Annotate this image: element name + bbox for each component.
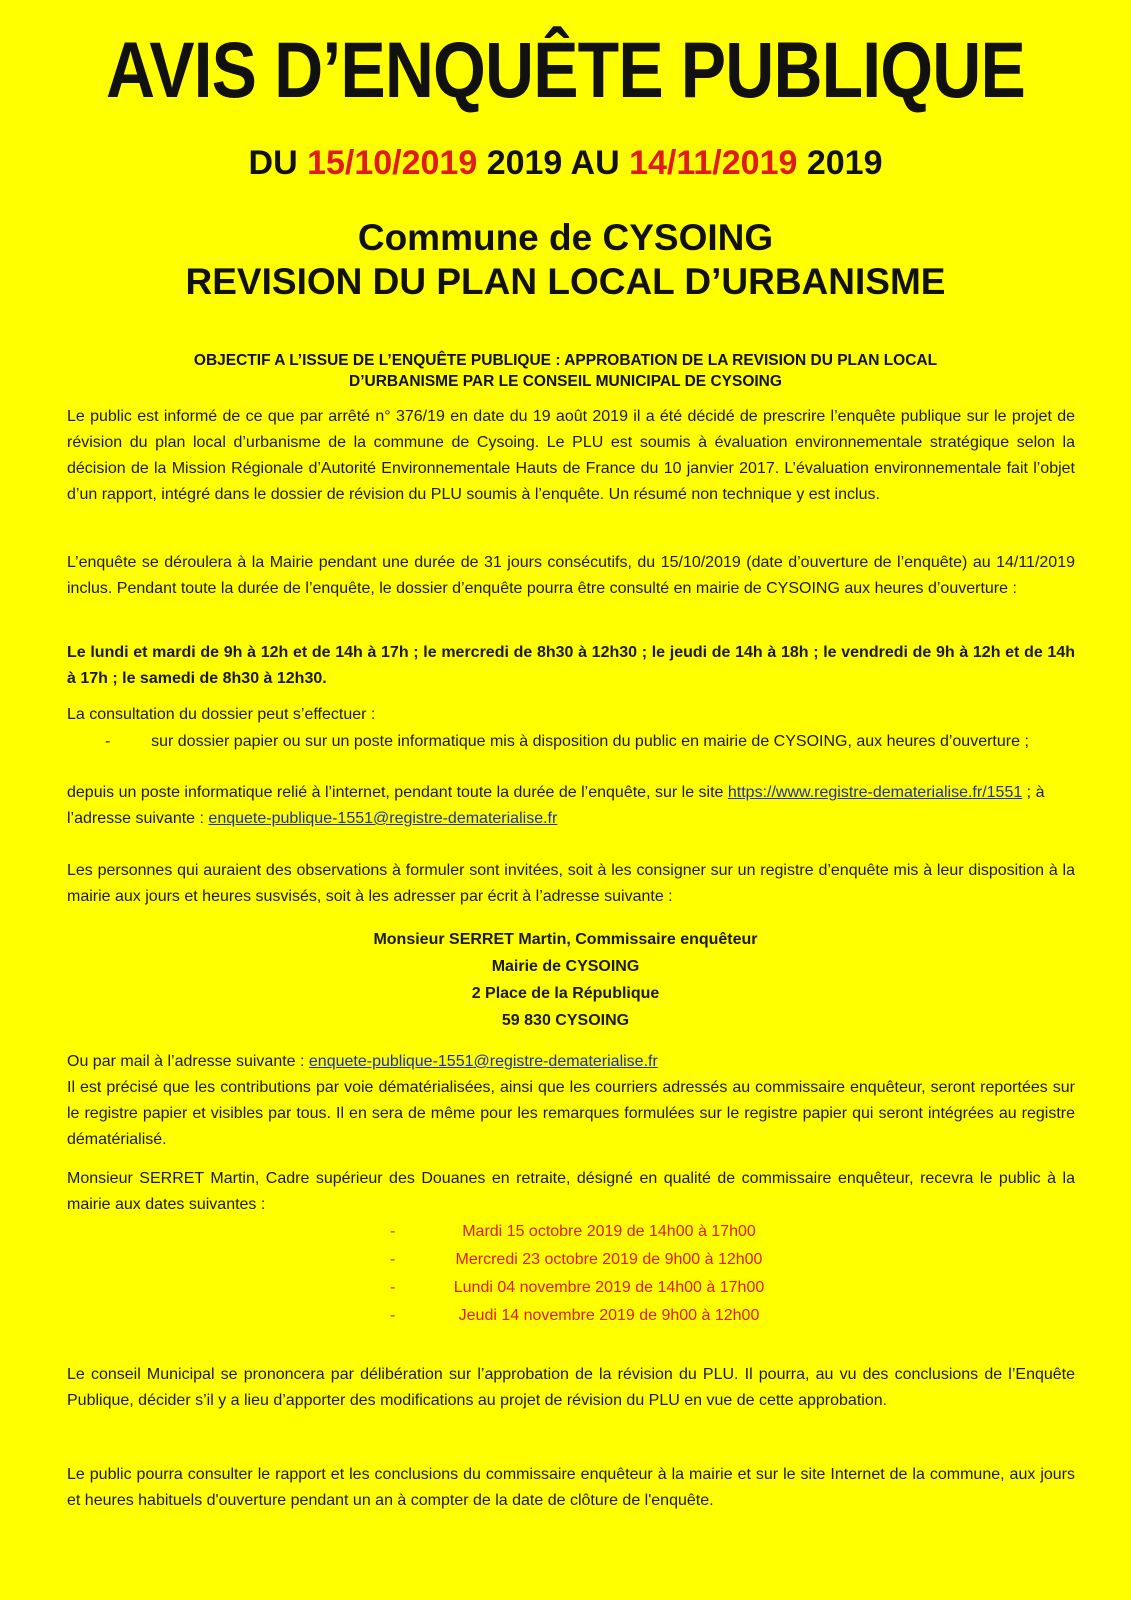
paragraph-observations: Les personnes qui auraient des observations à formuler sont invitées, soit à les consigner sur un registre d’enquête mis à leur disposition à la mairie aux jours et heures susvisés, soit à les adresser par écrit à l’adresse suivante : bbox=[67, 862, 1075, 905]
registre-email-link[interactable]: enquete-publique-1551@registre-dematerialise.fr bbox=[208, 810, 558, 827]
dates-au: AU bbox=[570, 144, 620, 182]
paragraph-contributions: Il est précisé que les contributions par voie dématérialisées, ainsi que les courriers adressés au commissaire enquêteur, seront reportées sur le registre papier et visibles par tous. Il en sera de même pour les remarques formulées sur le registre papier qui seront intégrées au registre dématérialisé. bbox=[67, 1079, 1075, 1148]
commune-heading bbox=[0, 216, 1131, 304]
commissioner-address bbox=[0, 926, 1131, 1034]
inquiry-dates bbox=[0, 146, 1131, 180]
paragraph-conseil: Le conseil Municipal se prononcera par délibération sur l’approbation de la révision du PLU. Il pourra, au vu des conclusions de l’Enquête Publique, décider s’il y a lieu d’apporter des modifications au projet de révision du PLU en vue de cette approbation. bbox=[67, 1366, 1075, 1409]
address-line-3: 2 Place de la République bbox=[471, 985, 660, 1002]
bullet-dash: - bbox=[105, 733, 111, 750]
permanence-date: Lundi 04 novembre 2019 de 14h00 à 17h00 bbox=[453, 1279, 765, 1296]
start-year: 2019 bbox=[486, 144, 563, 182]
registre-url-link[interactable]: https://www.registre-dematerialise.fr/1551 bbox=[727, 784, 1023, 801]
objective-line-1: OBJECTIF A L’ISSUE DE L’ENQUÊTE PUBLIQUE : APPROBATION DE LA REVISION DU PLAN LOCAL bbox=[193, 352, 938, 369]
permanence-date: Mercredi 23 octobre 2019 de 9h00 à 12h00 bbox=[455, 1251, 763, 1268]
commune-name: Commune de CYSOING bbox=[357, 217, 774, 258]
mail-line bbox=[67, 1049, 1075, 1075]
objective-heading bbox=[80, 350, 1051, 392]
revision-title: REVISION DU PLAN LOCAL D’URBANISME bbox=[185, 261, 946, 302]
bullet-dash: - bbox=[390, 1307, 396, 1324]
end-year: 2019 bbox=[806, 144, 883, 182]
opening-hours: Le lundi et mardi de 9h à 12h et de 14h à 17h ; le mercredi de 8h30 à 12h30 ; le jeudi de 14h à 18h ; le vendredi de 9h à 12h et de 14h à 17h ; le samedi de 8h30 à 12h30. bbox=[67, 644, 1075, 687]
dates-du: DU bbox=[248, 144, 298, 182]
paragraph-rapport: Le public pourra consulter le rapport et les conclusions du commissaire enquêteur à la mairie et sur le site Internet de la commune, aux jours et heures habituels d'ouverture pendant un an à compter de la date de clôture de l'enquête. bbox=[67, 1466, 1075, 1509]
paragraph-arrete: Le public est informé de ce que par arrêté n° 376/19 en date du 19 août 2019 il a été décidé de prescrire l’enquête publique sur le projet de révision du plan local d’urbanisme de la commune de Cysoing. Le PLU est soumis à évaluation environnementale stratégique selon la décision de la Mission Régionale d’Autorité Environnementale Hauts de France du 10 janvier 2017. L’évaluation environnementale fait l’objet d’un rapport, intégré dans le dossier de révision du PLU soumis à l’enquête. Un résumé non technique y est inclus. bbox=[67, 408, 1075, 503]
bullet-dash: - bbox=[390, 1251, 396, 1268]
end-date: 14/11/2019 bbox=[629, 144, 798, 182]
address-line-2: Mairie de CYSOING bbox=[491, 958, 640, 975]
consultation-item-internet bbox=[67, 780, 1075, 832]
paragraph-duration: L’enquête se déroulera à la Mairie pendant une durée de 31 jours consécutifs, du 15/10/2019 (date d’ouverture de l’enquête) au 14/11/2019 inclus. Pendant toute la durée de l’enquête, le dossier d’enquête pourra être consulté en mairie de CYSOING aux heures d’ouverture : bbox=[67, 554, 1075, 597]
consultation-intro: La consultation du dossier peut s’effectuer : bbox=[67, 706, 376, 723]
objective-line-2: D’URBANISME PAR LE CONSEIL MUNICIPAL DE CYSOING bbox=[349, 373, 782, 390]
start-date: 15/10/2019 bbox=[307, 144, 478, 182]
permanence-date: Jeudi 14 novembre 2019 de 9h00 à 12h00 bbox=[458, 1307, 760, 1324]
bullet-dash: - bbox=[390, 1279, 396, 1296]
consultation-item-paper-text: sur dossier papier ou sur un poste informatique mis à disposition du public en mairie de CYSOING, aux heures d’ouverture ; bbox=[151, 733, 1029, 750]
notice-title: AVIS D’ENQUÊTE PUBLIQUE bbox=[106, 25, 1025, 114]
paragraph-commissioner: Monsieur SERRET Martin, Cadre supérieur des Douanes en retraite, désigné en qualité de commissaire enquêteur, recevra le public à la mairie aux dates suivantes : bbox=[67, 1170, 1075, 1213]
mail-prefix: Ou par mail à l’adresse suivante : bbox=[67, 1053, 305, 1070]
permanence-date: Mardi 15 octobre 2019 de 14h00 à 17h00 bbox=[462, 1223, 756, 1240]
consultation-item-paper bbox=[105, 730, 1075, 754]
internet-text: depuis un poste informatique relié à l’internet, pendant toute la durée de l’enquête, sur le site bbox=[67, 784, 724, 801]
bullet-dash: - bbox=[390, 1223, 396, 1240]
address-line-4: 59 830 CYSOING bbox=[501, 1012, 630, 1029]
address-line-1: Monsieur SERRET Martin, Commissaire enquêteur bbox=[373, 931, 758, 948]
internet-mid-text: ; à l’adresse suivante : bbox=[67, 784, 1045, 827]
mail-email-link[interactable]: enquete-publique-1551@registre-dematerialise.fr bbox=[308, 1053, 658, 1070]
